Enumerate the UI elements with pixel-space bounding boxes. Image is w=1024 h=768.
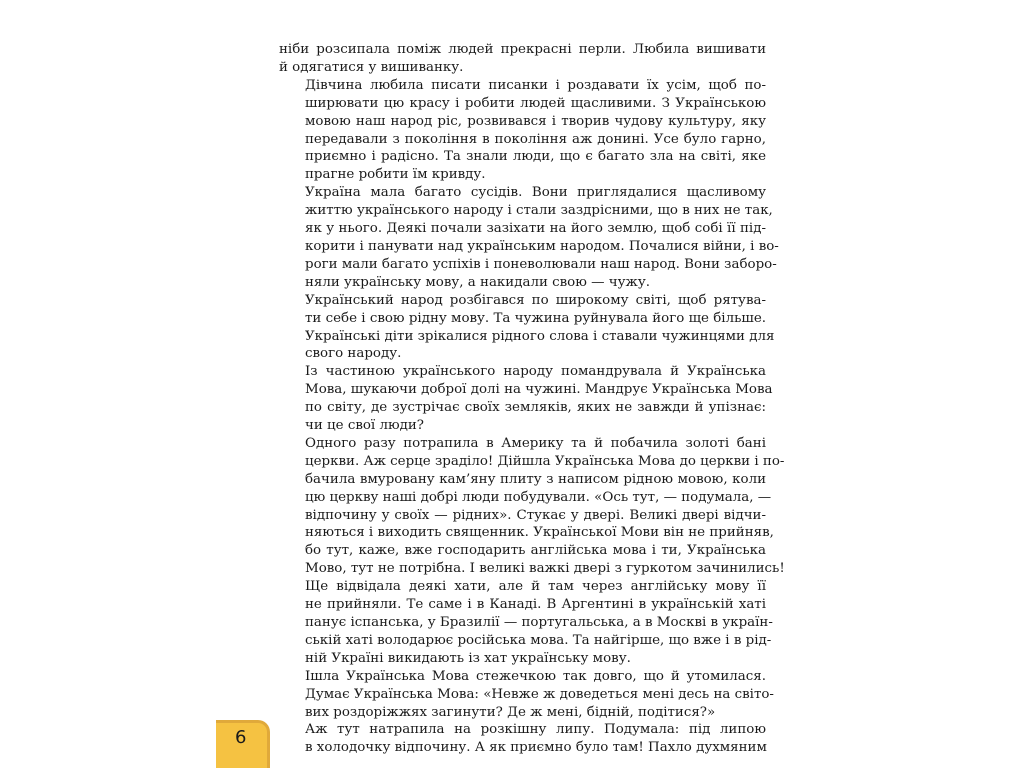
text-line: бо тут, каже, вже господарить англійська мова і ти, Українська (305, 543, 766, 559)
paragraph (279, 77, 766, 184)
text-line: корити і панувати над українським народом. Почалися війни, і во- (305, 238, 779, 254)
paragraph (279, 435, 785, 578)
text-line: Україна мала багато сусідів. Вони приглядалися щасливому (305, 185, 766, 201)
text-line: як у нього. Деякі почали зазіхати на його землю, щоб собі її під- (305, 221, 766, 237)
text-line: життю українського народу і стали заздрісними, що в них не так, (305, 203, 773, 219)
text-line: Аж тут натрапила на розкішну липу. Подумала: під липою (305, 722, 766, 738)
text-line: відпочину у своїх — рідних». Стукає у двері. Великі двері відчи- (305, 507, 766, 523)
text-line: Мово, тут не потрібна. І великі важкі двері з гуркотом зачинились! (305, 561, 785, 577)
text-line: свого народу. (305, 346, 402, 362)
text-line: чи це свої люди? (305, 418, 424, 434)
paragraph (279, 721, 766, 757)
text-line: цю церкву наші добрі люди побудували. «Ось тут, — подумала, — (305, 489, 772, 505)
text-line: няли українську мову, а накидали свою — чужу. (305, 274, 650, 290)
text-line: Думає Українська Мова: «Невже ж доведеться мені десь на світо- (305, 686, 774, 702)
text-line: вих роздоріжжях загинути? Де ж мені, бідній, подітися?» (305, 704, 716, 720)
text-line: приємно і радісно. Та знали люди, що є багато зла на світі, яке (305, 149, 766, 165)
text-line: церкви. Аж серце зраділо! Дійшла Українська Мова до церкви і по- (305, 453, 785, 469)
text-line: ніби розсипала поміж людей прекрасні перли. Любила вишивати (279, 42, 766, 57)
text-line: ти себе і свою рідну мову. Та чужина руйнувала його ще більше. (305, 310, 766, 326)
text-line: панує іспанська, у Бразилії — португальська, а в Москві в україн- (305, 615, 773, 630)
text-line: Ще відвідала деякі хати, але й там через англійську мову її (305, 579, 766, 595)
paragraph (279, 41, 766, 77)
paragraph (279, 363, 773, 435)
text-line: передавали з покоління в покоління аж донині. Усе було гарно, (305, 131, 766, 147)
text-line: Українські діти зрікалися рідного слова і ставали чужинцями для (305, 328, 775, 344)
text-line: няються і виходить священник. Української Мови він не прийняв, (305, 525, 774, 541)
paragraph (279, 578, 773, 668)
text-line: Мова, шукаючи доброї долі на чужині. Мандрує Українська Мова (305, 382, 773, 398)
text-line: бачила вмуровану кам’яну плиту з написом рідною мовою, коли (305, 471, 766, 487)
text-line: Дівчина любила писати писанки і роздавати їх усім, щоб по- (305, 77, 766, 93)
body-text (279, 41, 785, 757)
text-line: Український народ розбігався по широкому світі, щоб рятува- (305, 292, 766, 308)
text-line: роги мали багато успіхів і поневолювали наш народ. Вони заборо- (305, 256, 777, 272)
text-line: й одягатися у вишиванку. (279, 59, 464, 75)
paragraph (279, 184, 779, 291)
text-line: по світу, де зустрічає своїх земляків, яких не завжди й упізнає: (305, 400, 766, 416)
text-line: ширювати цю красу і робити людей щасливими. З Українською (305, 95, 766, 111)
text-line: ській хаті володарює російська мова. Та найгірше, що вже і в рід- (305, 632, 772, 648)
paragraph (279, 292, 775, 364)
text-line: ній Україні викидають із хат українську мову. (305, 650, 631, 666)
text-line: не прийняли. Те саме і в Канаді. В Аргентині в українській хаті (305, 597, 766, 613)
text-line: Ішла Українська Мова стежечкою так довго, що й утомилася. (305, 668, 766, 684)
page-number: 6 (235, 727, 247, 748)
text-line: Одного разу потрапила в Америку та й побачила золоті бані (305, 435, 766, 451)
text-line: в холодочку відпочину. А як приємно було там! Пахло духмяним (305, 740, 767, 756)
paragraph (279, 668, 774, 722)
text-line: Із частиною українського народу помандрувала й Українська (305, 364, 766, 380)
text-line: прагне робити їм кривду. (305, 167, 486, 183)
text-line: мовою наш народ ріс, розвивався і творив чудову культуру, яку (305, 113, 766, 129)
